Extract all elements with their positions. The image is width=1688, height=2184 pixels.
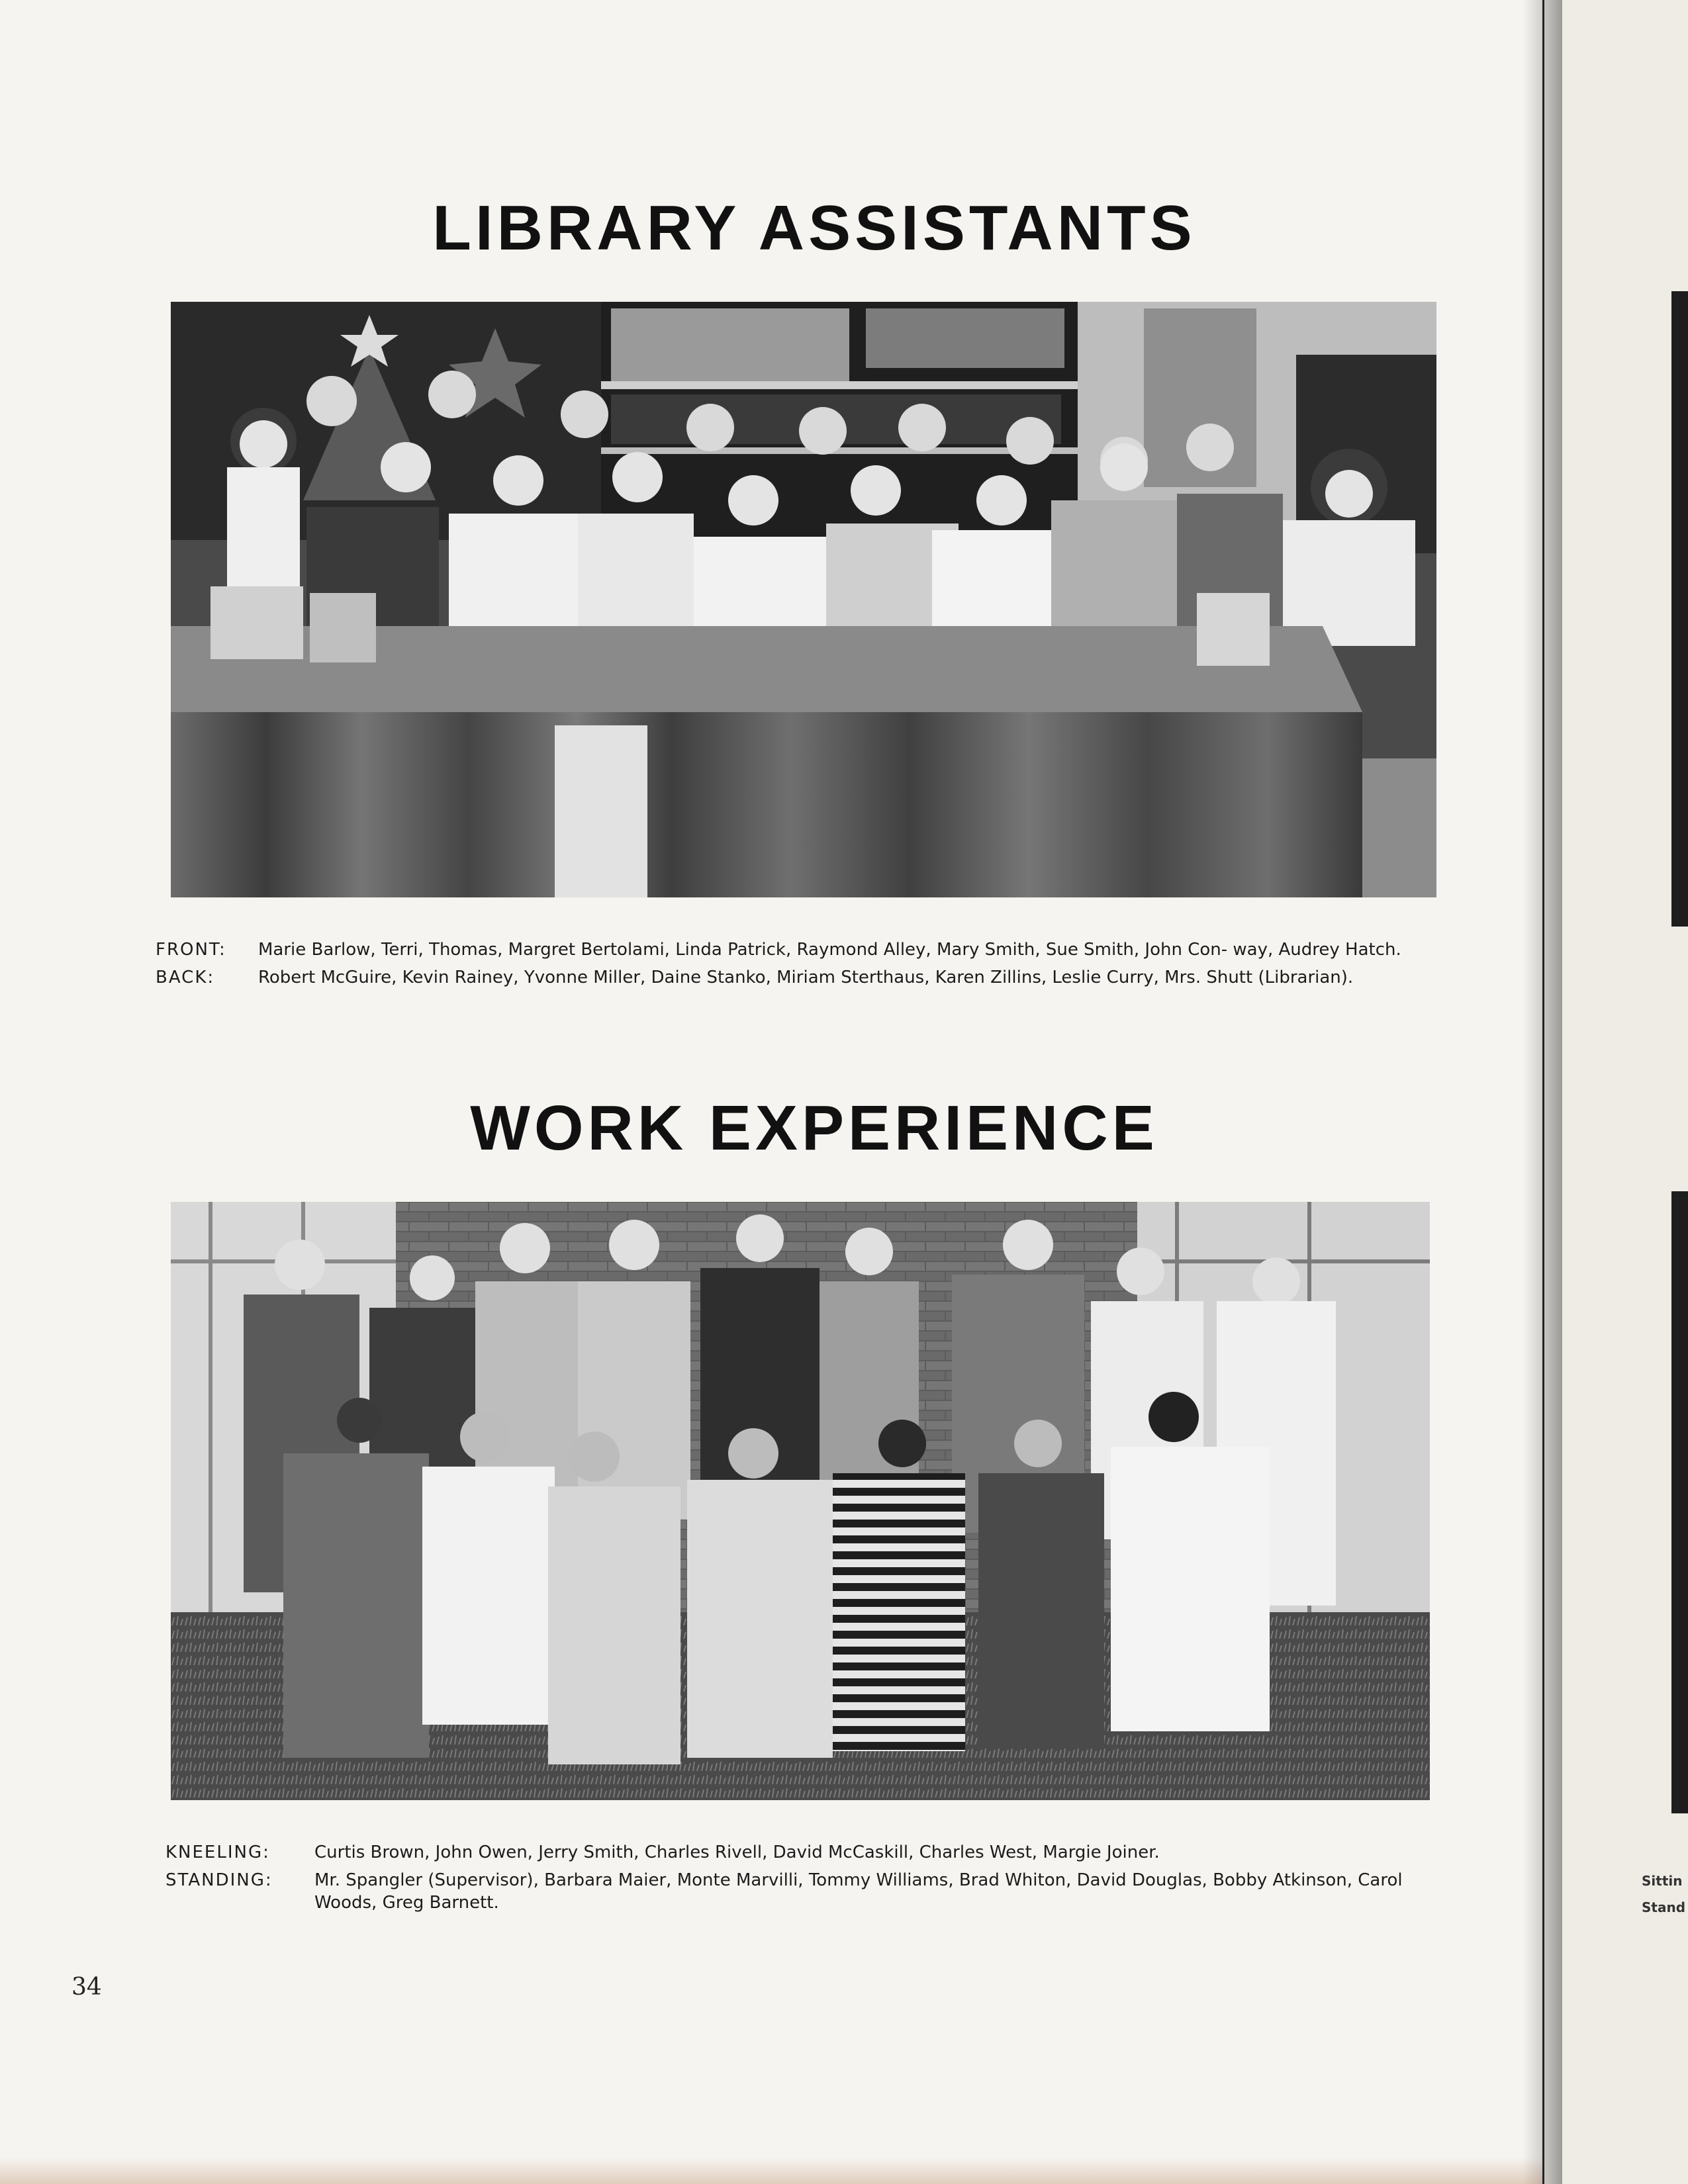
page-edge-shadow (0, 2158, 1542, 2184)
caption-row-kneeling (165, 1841, 1436, 1864)
caption-label-back: BACK: (156, 968, 215, 987)
library-assistants-photo (171, 302, 1436, 897)
page-number: 34 (71, 1974, 102, 2001)
caption-row-back (156, 966, 1427, 989)
caption-names-kneeling: Curtis Brown, John Owen, Jerry Smith, Charles Rivell, David McCaskill, Charles West, Margie Joiner. (314, 1843, 1160, 1862)
caption-row-front (156, 938, 1427, 961)
caption-label-standing: STANDING: (165, 1870, 273, 1890)
caption-label-front: FRONT: (156, 940, 226, 960)
work-experience-photo (171, 1202, 1430, 1800)
caption-label-kneeling: KNEELING: (165, 1843, 270, 1862)
adjacent-page-text: Stand (1642, 1899, 1686, 1915)
adjacent-page-photo (1671, 1191, 1688, 1813)
caption-row-standing (165, 1869, 1436, 1914)
caption-names-front: Marie Barlow, Terri, Thomas, Margret Bertolami, Linda Patrick, Raymond Alley, Mary Smith, Sue Smith, John Con- way, Audrey Hatch. (258, 940, 1401, 960)
work-experience-heading: WORK EXPERIENCE (470, 1093, 1158, 1163)
caption-names-standing: Mr. Spangler (Supervisor), Barbara Maier, Monte Marvilli, Tommy Williams, Brad Whiton, David Douglas, Bobby Atkinson, Carol Woods, Greg Barnett. (314, 1870, 1403, 1913)
adjacent-page-text: Sittin (1642, 1873, 1683, 1889)
library-assistants-heading: LIBRARY ASSISTANTS (432, 193, 1196, 263)
adjacent-page-photo (1671, 291, 1688, 927)
caption-names-back: Robert McGuire, Kevin Rainey, Yvonne Miller, Daine Stanko, Miriam Sterthaus, Karen Zillins, Leslie Curry, Mrs. Shutt (Librarian). (258, 968, 1354, 987)
work-experience-caption (165, 1841, 1436, 1919)
library-assistants-caption (156, 938, 1427, 994)
